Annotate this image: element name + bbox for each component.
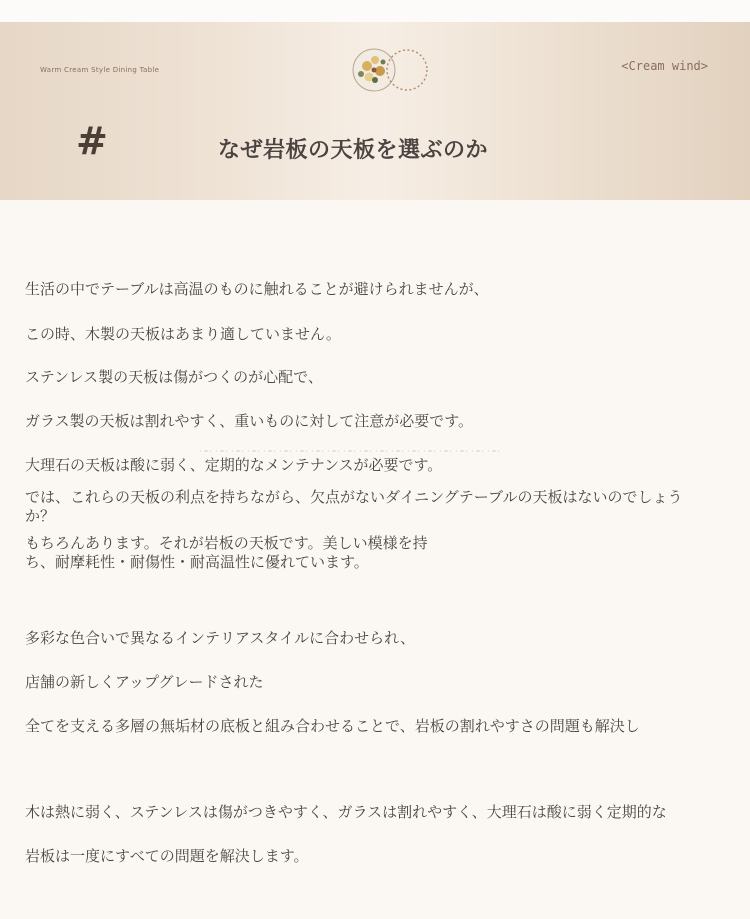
body-paragraph: 全てを支える多層の無垢材の底板と組み合わせることで、岩板の割れやすさの問題も解決し [25, 717, 640, 735]
banner-tagline: <Cream wind> [621, 59, 708, 73]
flower-wreath-logo [347, 44, 431, 96]
banner-subtitle: Warm Cream Style Dining Table [40, 66, 160, 74]
body-paragraph: 多彩な色合いで異なるインテリアスタイルに合わせられ、 [25, 629, 416, 647]
body-paragraph: 大理石の天板は酸に弱く、定期的なメンテナンスが必要です。 [25, 456, 443, 474]
body-paragraph: 店舗の新しくアップグレードされた [25, 673, 264, 691]
hash-symbol: # [76, 119, 108, 163]
body-paragraph: では、これらの天板の利点を持ちながら、欠点がないダイニングテーブルの天板はないのでしょうか？ [25, 488, 683, 525]
header-banner [0, 22, 750, 200]
body-paragraph: 生活の中でテーブルは高温のものに触れることが避けられませんが、 [25, 280, 489, 298]
banner-title: なぜ岩板の天板を選ぶのか [218, 138, 489, 163]
body-paragraph: 岩板は一度にすべての問題を解決します。 [25, 847, 309, 865]
body-paragraph: ステンレス製の天板は傷がつくのが心配で、 [25, 368, 323, 386]
body-paragraph: もちろんあります。それが岩板の天板です。美しい模様を持ち、耐摩耗性・耐傷性・耐高温性に優れています。 [25, 534, 428, 571]
body-paragraph: この時、木製の天板はあまり適していません。 [25, 325, 341, 343]
body-paragraph: 木は熱に弱く、ステンレスは傷がつきやすく、ガラスは割れやすく、大理石は酸に弱く定期的な [25, 803, 667, 821]
body-paragraph: ガラス製の天板は割れやすく、重いものに対して注意が必要です。 [25, 412, 474, 430]
top-strip [0, 0, 750, 22]
